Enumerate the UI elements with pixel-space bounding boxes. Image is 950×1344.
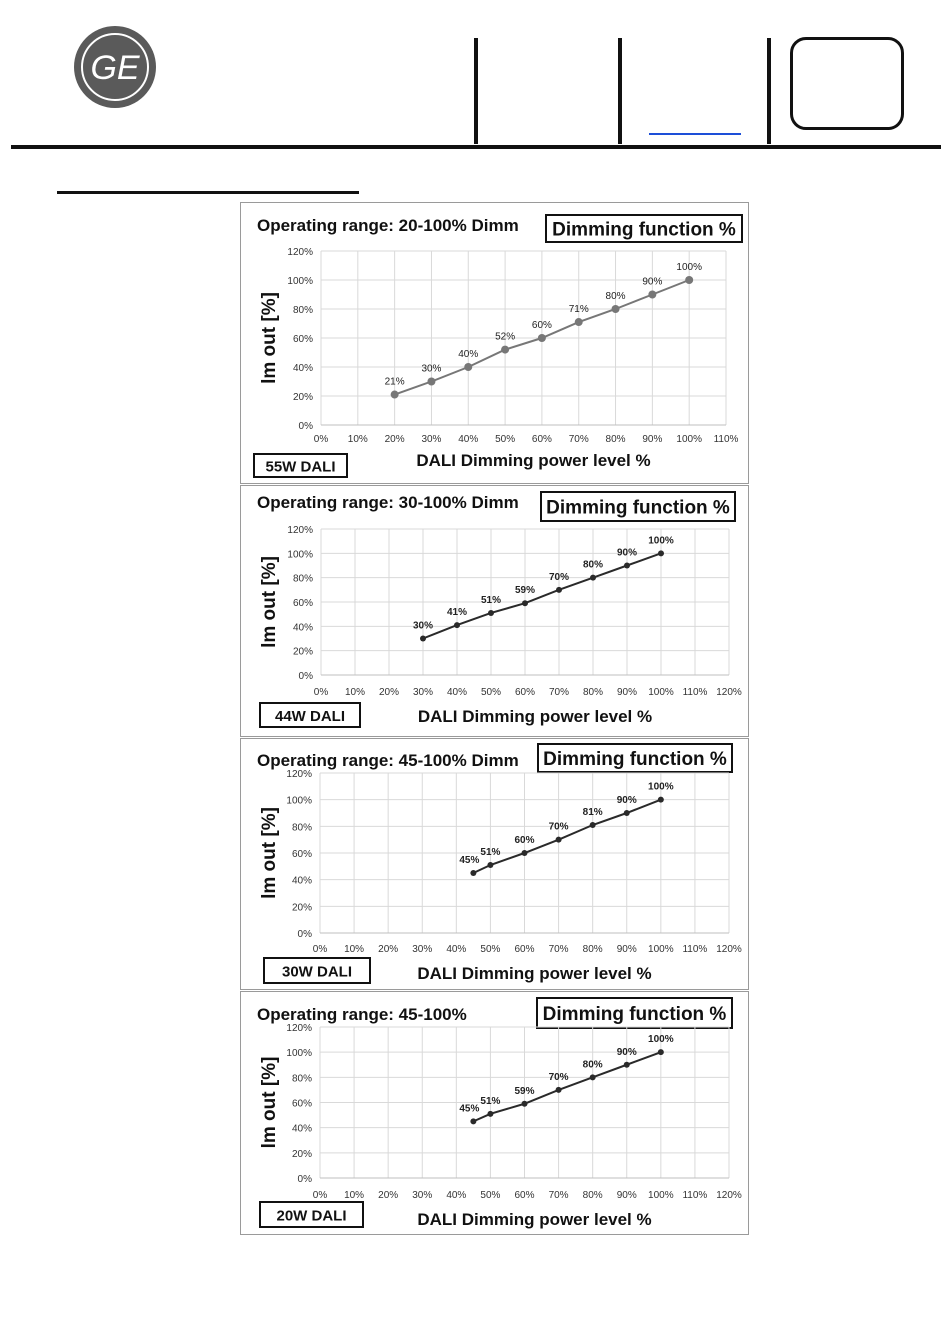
x-tick-label: 60% bbox=[531, 434, 552, 445]
x-tick-label: 70% bbox=[548, 687, 570, 698]
data-point bbox=[658, 550, 664, 556]
y-tick-label: 100% bbox=[287, 276, 313, 287]
x-tick-label: 10% bbox=[347, 434, 368, 445]
data-point bbox=[590, 822, 596, 828]
x-tick-label: 0% bbox=[312, 944, 328, 955]
y-tick-label: 60% bbox=[291, 849, 312, 860]
x-tick-label: 110% bbox=[713, 434, 739, 445]
y-tick-label: 80% bbox=[292, 573, 313, 585]
x-tick-label: 80% bbox=[582, 687, 604, 698]
chart-title: Operating range: 20-100% Dimm bbox=[257, 216, 519, 235]
x-tick-label: 70% bbox=[568, 434, 589, 445]
y-axis-label: lm out [%] bbox=[259, 292, 280, 384]
x-tick-label: 0% bbox=[312, 1190, 328, 1201]
ge-logo bbox=[73, 25, 157, 109]
model-label: 20W DALI bbox=[276, 1207, 347, 1225]
data-label: 45% bbox=[459, 1103, 480, 1115]
y-tick-label: 80% bbox=[292, 305, 313, 316]
data-label: 71% bbox=[568, 304, 589, 316]
data-point bbox=[391, 391, 399, 399]
x-tick-label: 30% bbox=[412, 1190, 433, 1201]
x-tick-label: 110% bbox=[682, 944, 708, 955]
data-point bbox=[501, 346, 509, 354]
data-label: 51% bbox=[480, 847, 501, 858]
x-tick-label: 30% bbox=[412, 687, 434, 698]
y-axis-label: lm out [%] bbox=[259, 556, 280, 648]
x-tick-label: 120% bbox=[716, 687, 742, 698]
y-axis-label: lm out [%] bbox=[259, 807, 280, 899]
chart-title: Operating range: 45-100% bbox=[257, 1005, 467, 1024]
y-tick-label: 40% bbox=[291, 875, 312, 887]
x-tick-label: 0% bbox=[313, 434, 329, 445]
data-label: 70% bbox=[548, 1071, 569, 1083]
data-point bbox=[624, 563, 630, 569]
data-point bbox=[464, 363, 472, 371]
y-tick-label: 120% bbox=[287, 247, 313, 258]
x-axis-label: DALI Dimming power level % bbox=[417, 964, 652, 983]
y-tick-label: 20% bbox=[292, 646, 313, 658]
data-point bbox=[538, 334, 546, 342]
chart-panel-55w bbox=[240, 202, 749, 484]
x-tick-label: 40% bbox=[458, 434, 479, 445]
x-tick-label: 40% bbox=[446, 1190, 467, 1201]
x-tick-label: 120% bbox=[716, 1190, 742, 1201]
series-line bbox=[473, 1052, 660, 1121]
data-label: 59% bbox=[514, 585, 536, 597]
y-tick-label: 40% bbox=[292, 363, 313, 374]
dimming-function-label: Dimming function % bbox=[552, 219, 736, 241]
data-point bbox=[658, 797, 664, 803]
x-tick-label: 70% bbox=[548, 1190, 569, 1201]
data-label: 51% bbox=[480, 594, 502, 606]
x-tick-label: 50% bbox=[480, 944, 501, 955]
x-tick-label: 10% bbox=[344, 1190, 365, 1201]
data-point bbox=[590, 1074, 596, 1080]
y-tick-label: 80% bbox=[291, 1073, 312, 1085]
x-tick-label: 50% bbox=[480, 687, 502, 698]
x-tick-label: 70% bbox=[548, 944, 569, 955]
data-point bbox=[488, 610, 494, 616]
data-point bbox=[685, 276, 693, 284]
y-tick-label: 0% bbox=[297, 1174, 312, 1185]
y-tick-label: 120% bbox=[286, 1023, 312, 1034]
dimming-function-label: Dimming function % bbox=[546, 497, 730, 519]
data-point bbox=[624, 1062, 630, 1068]
y-axis-label: lm out [%] bbox=[259, 1056, 280, 1149]
data-label: 51% bbox=[480, 1095, 501, 1107]
chart-panel-44w bbox=[240, 485, 749, 737]
data-point bbox=[470, 870, 476, 876]
chart-panel-30w bbox=[240, 738, 749, 990]
data-label: 100% bbox=[648, 535, 674, 547]
data-point bbox=[575, 318, 583, 326]
data-label: 41% bbox=[446, 607, 468, 619]
data-point bbox=[487, 862, 493, 868]
data-label: 30% bbox=[421, 363, 442, 375]
x-tick-label: 100% bbox=[648, 1190, 674, 1201]
data-point bbox=[556, 1087, 562, 1093]
data-label: 70% bbox=[548, 821, 569, 833]
y-tick-label: 40% bbox=[292, 622, 313, 634]
x-tick-label: 60% bbox=[514, 687, 536, 698]
y-tick-label: 100% bbox=[286, 1048, 312, 1060]
chart-44w bbox=[241, 486, 748, 736]
data-label: 59% bbox=[514, 1085, 535, 1097]
data-label: 21% bbox=[384, 376, 405, 388]
x-tick-label: 110% bbox=[682, 1190, 708, 1201]
y-tick-label: 80% bbox=[291, 822, 312, 834]
y-tick-label: 20% bbox=[292, 392, 313, 403]
data-point bbox=[658, 1049, 664, 1055]
chart-30w bbox=[241, 739, 748, 989]
y-tick-label: 120% bbox=[287, 525, 313, 536]
x-tick-label: 50% bbox=[495, 434, 516, 445]
data-label: 52% bbox=[495, 331, 516, 343]
y-tick-label: 0% bbox=[297, 929, 312, 940]
data-label: 90% bbox=[642, 276, 663, 288]
logo-lettering: GE bbox=[90, 49, 140, 87]
data-point bbox=[648, 291, 656, 299]
x-tick-label: 60% bbox=[514, 944, 535, 955]
chart-55w bbox=[241, 203, 748, 483]
y-tick-label: 20% bbox=[291, 1148, 312, 1160]
data-label: 80% bbox=[582, 1059, 603, 1071]
x-tick-label: 20% bbox=[378, 1190, 399, 1201]
series-line bbox=[473, 800, 660, 873]
y-tick-label: 40% bbox=[291, 1123, 312, 1135]
y-tick-label: 60% bbox=[291, 1098, 312, 1110]
data-point bbox=[522, 1101, 528, 1107]
x-tick-label: 90% bbox=[616, 1190, 637, 1201]
x-tick-label: 120% bbox=[716, 944, 742, 955]
y-tick-label: 0% bbox=[298, 671, 313, 682]
data-label: 90% bbox=[616, 795, 637, 806]
chart-20w bbox=[241, 992, 748, 1234]
x-tick-label: 60% bbox=[514, 1190, 535, 1201]
x-tick-label: 110% bbox=[682, 687, 708, 698]
x-tick-label: 30% bbox=[421, 434, 442, 445]
section-heading-rule bbox=[57, 191, 359, 194]
x-tick-label: 90% bbox=[642, 434, 663, 445]
data-label: 90% bbox=[616, 1046, 637, 1058]
dimming-function-label: Dimming function % bbox=[543, 749, 727, 770]
x-tick-label: 30% bbox=[412, 944, 433, 955]
data-label: 30% bbox=[412, 620, 434, 632]
x-tick-label: 100% bbox=[648, 687, 674, 698]
x-axis-label: DALI Dimming power level % bbox=[417, 707, 653, 726]
data-point bbox=[427, 378, 435, 386]
data-point bbox=[624, 810, 630, 816]
model-label: 44W DALI bbox=[274, 708, 346, 725]
data-label: 81% bbox=[582, 807, 603, 818]
data-point bbox=[454, 622, 460, 628]
x-tick-label: 80% bbox=[582, 1190, 603, 1201]
header-divider bbox=[474, 38, 478, 144]
x-tick-label: 10% bbox=[344, 944, 365, 955]
data-point bbox=[470, 1118, 476, 1124]
chart-panel-20w bbox=[240, 991, 749, 1235]
model-label: 55W DALI bbox=[265, 458, 336, 476]
data-point bbox=[590, 575, 596, 581]
x-tick-label: 20% bbox=[384, 434, 405, 445]
data-point bbox=[556, 587, 562, 593]
x-tick-label: 10% bbox=[344, 687, 366, 698]
x-tick-label: 100% bbox=[676, 434, 702, 445]
chart-title: Operating range: 45-100% Dimm bbox=[257, 751, 519, 770]
x-tick-label: 80% bbox=[605, 434, 626, 445]
y-tick-label: 60% bbox=[292, 334, 313, 345]
model-label: 30W DALI bbox=[281, 963, 353, 981]
data-label: 100% bbox=[648, 781, 674, 793]
data-label: 90% bbox=[616, 547, 638, 559]
x-tick-label: 50% bbox=[480, 1190, 501, 1201]
data-label: 70% bbox=[548, 571, 570, 583]
data-label: 60% bbox=[531, 320, 552, 331]
data-label: 80% bbox=[582, 559, 604, 571]
y-tick-label: 0% bbox=[298, 421, 313, 432]
x-axis-label: DALI Dimming power level % bbox=[417, 1210, 652, 1229]
data-label: 40% bbox=[458, 349, 479, 360]
x-tick-label: 40% bbox=[446, 687, 468, 698]
x-tick-label: 20% bbox=[378, 687, 400, 698]
x-tick-label: 40% bbox=[446, 944, 467, 955]
x-tick-label: 0% bbox=[313, 687, 329, 698]
data-label: 80% bbox=[605, 291, 626, 302]
x-tick-label: 90% bbox=[616, 687, 638, 698]
data-point bbox=[487, 1111, 493, 1117]
data-point bbox=[522, 600, 528, 606]
x-tick-label: 90% bbox=[616, 944, 637, 955]
x-tick-label: 80% bbox=[582, 944, 603, 955]
y-tick-label: 20% bbox=[291, 902, 312, 914]
x-axis-label: DALI Dimming power level % bbox=[416, 451, 651, 470]
data-label: 45% bbox=[459, 855, 480, 866]
data-point bbox=[556, 837, 562, 843]
header-rounded-box bbox=[790, 37, 904, 130]
header-divider bbox=[767, 38, 771, 144]
data-point bbox=[420, 636, 426, 642]
header-divider bbox=[618, 38, 622, 144]
header-rule bbox=[11, 145, 941, 149]
y-tick-label: 100% bbox=[286, 795, 312, 807]
data-label: 100% bbox=[676, 262, 702, 273]
y-tick-label: 100% bbox=[287, 549, 313, 561]
y-tick-label: 120% bbox=[286, 769, 312, 780]
data-label: 60% bbox=[514, 835, 535, 846]
dimming-function-label: Dimming function % bbox=[542, 1004, 727, 1025]
header-link[interactable] bbox=[649, 133, 741, 135]
data-label: 100% bbox=[648, 1034, 674, 1046]
data-point bbox=[522, 850, 528, 856]
y-tick-label: 60% bbox=[292, 598, 313, 609]
x-tick-label: 100% bbox=[648, 944, 674, 955]
x-tick-label: 20% bbox=[378, 944, 399, 955]
chart-title: Operating range: 30-100% Dimm bbox=[257, 493, 519, 512]
data-point bbox=[612, 305, 620, 313]
